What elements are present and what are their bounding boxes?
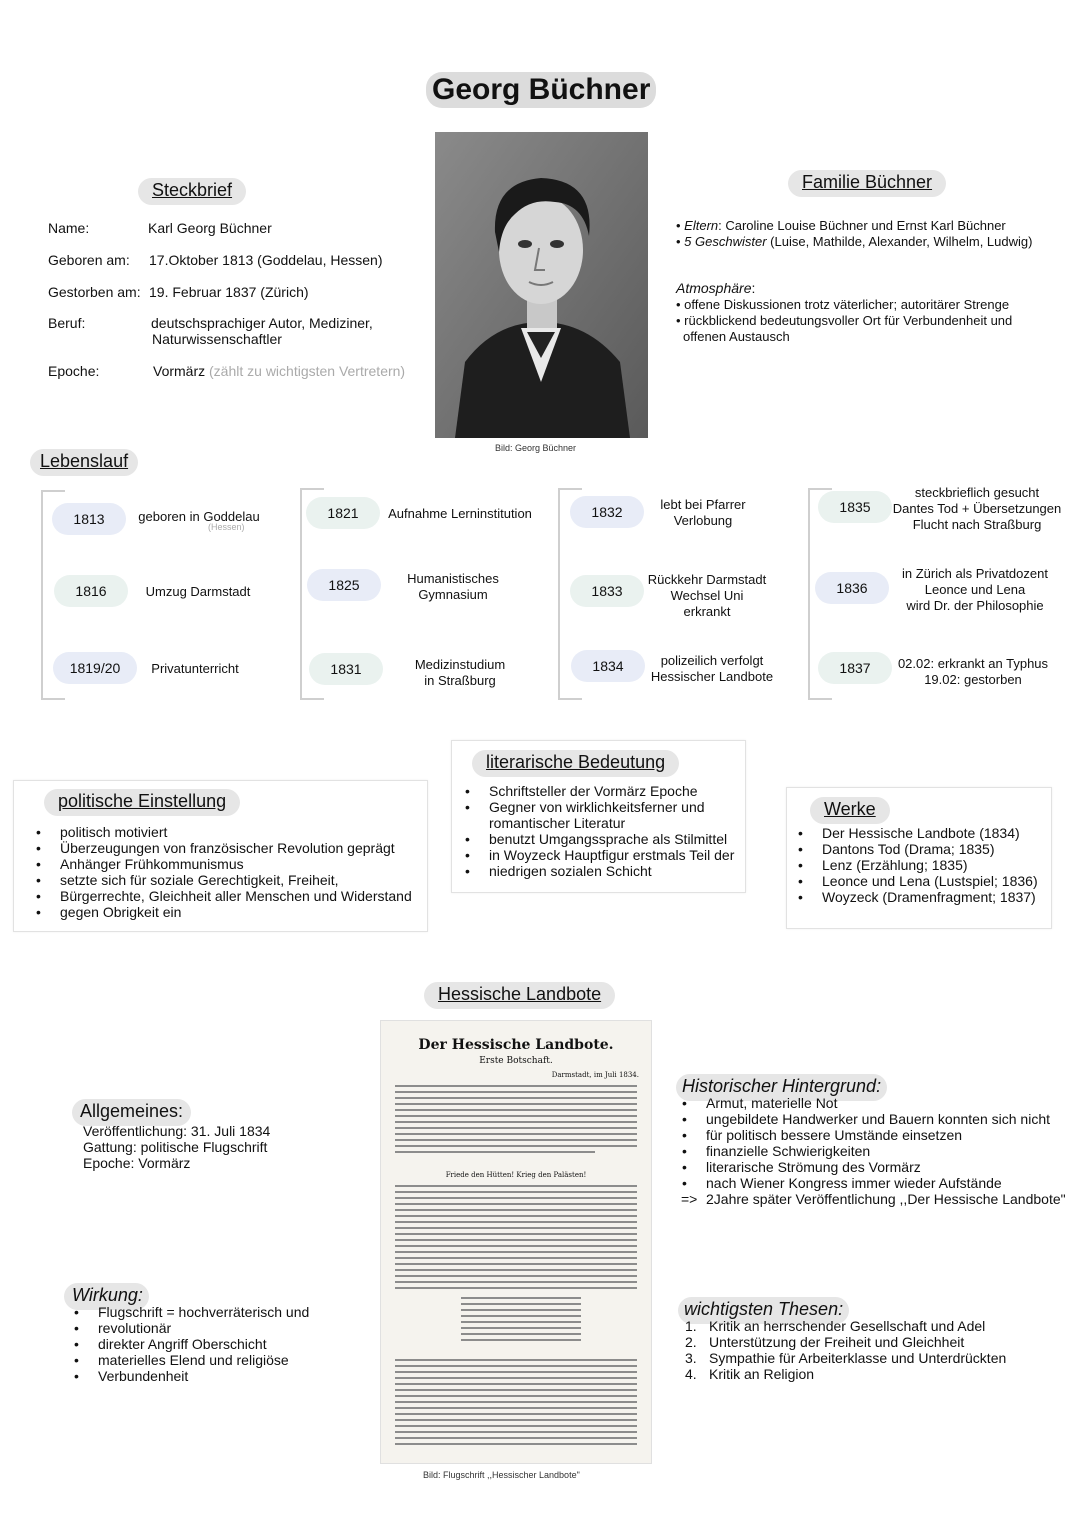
these-item	[685, 1318, 1065, 1334]
atmo-heading: Atmosphäre:	[676, 280, 756, 296]
these-text: Kritik an Religion	[709, 1366, 815, 1382]
event-1836-line3: wird Dr. der Philosophie	[906, 598, 1044, 613]
atmo-text-2: rückblickend bedeutungsvoller Ort für Verbundenheit und	[684, 313, 1013, 328]
epoch-label: Epoche:	[48, 363, 100, 379]
atmo-text-1: offene Diskussionen trotz väterlicher; autoritärer Strenge	[684, 297, 1010, 312]
literarisch-item: • niedrigen sozialen Schicht	[463, 863, 753, 879]
familie-eltern: • Eltern: Caroline Louise Büchner und Ernst Karl Büchner	[676, 218, 1006, 233]
epoch-name: Vormärz	[153, 363, 206, 379]
eltern-label: Eltern	[684, 218, 719, 233]
these-number: 1.	[685, 1318, 697, 1334]
event-1833-line2: Wechsel Uni	[670, 588, 744, 603]
event-1836	[886, 566, 1064, 614]
event-1836-line1: in Zürich als Privatdozent	[902, 566, 1048, 581]
these-item	[685, 1366, 1065, 1382]
landbote-caption: Bild: Flugschrift ,,Hessischer Landbote"	[423, 1470, 580, 1480]
thesen-list	[685, 1318, 1065, 1382]
historisch-item: • Armut, materielle Not	[680, 1095, 1070, 1111]
familie-heading: Familie Büchner	[788, 170, 946, 197]
historisch-heading: Historischer Hintergrund:	[676, 1074, 887, 1101]
literarisch-item: • Schriftsteller der Vormärz Epoche	[463, 783, 753, 799]
year-1825: 1825	[307, 569, 381, 601]
event-1813: geboren in Goddelau	[138, 509, 260, 524]
politisch-item: • Überzeugungen von französischer Revolution geprägt	[34, 840, 434, 856]
event-1831-line1: Medizinstudium	[414, 657, 506, 672]
werk-item: • Woyzeck (Dramenfragment; 1837)	[796, 889, 1046, 905]
epoch-note: (zählt zu wichtigsten Vertretern)	[209, 363, 406, 379]
event-1825-line2: Gymnasium	[418, 587, 488, 602]
literarisch-item: romantischer Literatur	[489, 815, 626, 831]
portrait-caption: Bild: Georg Büchner	[495, 443, 577, 453]
historisch-item: • ungebildete Handwerker und Bauern konnten sich nicht	[680, 1111, 1070, 1127]
werk-item: • Lenz (Erzählung; 1835)	[796, 857, 1046, 873]
geschwister-label: 5 Geschwister	[684, 234, 767, 249]
literarisch-item: • in Woyzeck Hauptfigur erstmals Teil der	[463, 847, 753, 863]
event-1837-line1: 02.02: erkrankt an Typhus	[897, 656, 1049, 671]
job-value-2: Naturwissenschaftler	[152, 331, 282, 347]
paper-title: Der Hessische Landbote.	[418, 1037, 614, 1053]
historisch-list	[680, 1095, 1070, 1191]
wirkung-list	[72, 1304, 352, 1384]
year-1813: 1813	[52, 503, 126, 535]
paper-text-lines	[381, 1021, 651, 1463]
year-1832: 1832	[570, 496, 644, 528]
event-1834-line2: Hessischer Landbote	[650, 669, 774, 684]
thesen-heading: wichtigsten Thesen:	[678, 1297, 849, 1324]
event-1837-line2: 19.02: gestorben	[924, 672, 1022, 687]
event-1831	[400, 657, 520, 689]
literarisch-item: • benutzt Umgangssprache als Stilmittel	[463, 831, 753, 847]
historisch-item-cont: • für politisch bessere Umstände einsetzen	[680, 1127, 1070, 1143]
year-1816: 1816	[54, 575, 128, 607]
portrait-drawing	[435, 132, 648, 438]
atmo-item-2: • rückblickend bedeutungsvoller Ort für Verbundenheit und	[676, 313, 1013, 328]
werk-item: • Der Hessische Landbote (1834)	[796, 825, 1046, 841]
wirkung-item-cont: • Verbundenheit	[72, 1368, 352, 1384]
eltern-text: : Caroline Louise Büchner und Ernst Karl Büchner	[718, 218, 1006, 233]
year-1821: 1821	[306, 497, 380, 529]
werk-item: • Dantons Tod (Drama; 1835)	[796, 841, 1046, 857]
wirkung-item: • direkter Angriff Oberschicht	[72, 1336, 352, 1352]
died-label: Gestorben am:	[48, 284, 141, 300]
wirkung-heading: Wirkung:	[64, 1283, 149, 1310]
politisch-list	[34, 824, 434, 920]
steckbrief-heading: Steckbrief	[138, 178, 246, 205]
atmo-item-3: offenen Austausch	[683, 329, 790, 344]
event-1821: Aufnahme Lerninstitution	[388, 506, 532, 521]
event-1834	[645, 653, 779, 685]
atmo-item-1: • offene Diskussionen trotz väterlicher; autoritärer Strenge	[676, 297, 1010, 312]
historisch-arrow: =>	[681, 1191, 698, 1207]
event-1832-line1: lebt bei Pfarrer	[660, 497, 746, 512]
literarisch-item: • Gegner von wirklichkeitsferner und	[463, 799, 753, 815]
historisch-item: • literarische Strömung des Vormärz	[680, 1159, 1070, 1175]
born-value: 17.Oktober 1813 (Goddelau, Hessen)	[149, 252, 383, 268]
landbote-image	[380, 1020, 652, 1464]
these-text: Unterstützung der Freiheit und Gleichheit	[709, 1334, 965, 1350]
paper-subtitle: Erste Botschaft.	[479, 1056, 553, 1066]
event-1832	[640, 497, 766, 529]
year-1819: 1819/20	[53, 652, 137, 684]
geschwister-text: (Luise, Mathilde, Alexander, Wilhelm, Ludwig)	[766, 234, 1033, 249]
allgemeines-epoch: Epoche: Vormärz	[83, 1155, 191, 1171]
politisch-heading: politische Einstellung	[44, 789, 240, 816]
these-item	[685, 1334, 1065, 1350]
wirkung-item-cont: • revolutionär	[72, 1320, 352, 1336]
event-1835	[888, 485, 1066, 533]
lebenslauf-heading: Lebenslauf	[30, 449, 138, 476]
wirkung-heading-text: Wirkung	[72, 1285, 138, 1305]
wirkung-item: • materielles Elend und religiöse	[72, 1352, 352, 1368]
event-1816: Umzug Darmstadt	[145, 584, 251, 599]
these-item	[685, 1350, 1065, 1366]
event-1833	[642, 572, 772, 620]
historisch-item: • nach Wiener Kongress immer wieder Aufstände	[680, 1175, 1070, 1191]
year-1837: 1837	[818, 652, 892, 684]
these-text: Kritik an herrschender Gesellschaft und Adel	[709, 1318, 986, 1334]
event-1836-line2: Leonce und Lena	[924, 582, 1026, 597]
event-1825	[390, 571, 516, 603]
these-number: 2.	[685, 1334, 697, 1350]
died-value: 19. Februar 1837 (Zürich)	[149, 284, 309, 300]
year-1836: 1836	[815, 572, 889, 604]
event-1833-line1: Rückkehr Darmstadt	[647, 572, 767, 587]
literarisch-list	[463, 783, 753, 879]
paper-date: Darmstadt, im Juli 1834.	[551, 1071, 639, 1079]
event-1832-line2: Verlobung	[673, 513, 733, 528]
job-label: Beruf:	[48, 315, 86, 331]
werke-heading: Werke	[810, 797, 890, 824]
werke-list	[796, 825, 1046, 905]
allgemeines-genre: Gattung: politische Flugschrift	[83, 1139, 268, 1155]
allgemeines-heading: Allgemeines:	[72, 1099, 191, 1126]
politisch-item: • Anhänger Frühkommunismus	[34, 856, 434, 872]
atmo-label: Atmosphäre	[676, 280, 752, 296]
these-number: 4.	[685, 1366, 697, 1382]
year-1835: 1835	[818, 491, 892, 523]
portrait-image	[435, 132, 648, 438]
allgemeines-date: Veröffentlichung: 31. Juli 1834	[83, 1123, 271, 1139]
these-number: 3.	[685, 1350, 697, 1366]
these-text: Sympathie für Arbeiterklasse und Unterdrückten	[709, 1350, 1007, 1366]
politisch-item-cont: • Bürgerrechte, Gleichheit aller Menschen und Widerstand	[34, 888, 434, 904]
politisch-item: • politisch motiviert	[34, 824, 434, 840]
werk-item: • Leonce und Lena (Lustspiel; 1836)	[796, 873, 1046, 889]
job-value: deutschsprachiger Autor, Mediziner,	[151, 315, 373, 331]
event-1833-line3: erkrankt	[683, 604, 731, 619]
year-1831: 1831	[309, 653, 383, 685]
epoch-value	[153, 363, 405, 379]
landbote-heading: Hessische Landbote	[424, 982, 615, 1009]
event-1831-line2: in Straßburg	[424, 673, 496, 688]
historisch-conclusion: 2Jahre später Veröffentlichung ,,Der Hessische Landbote"	[706, 1191, 1066, 1207]
politisch-item-cont: • gegen Obrigkeit ein	[34, 904, 434, 920]
event-1835-line2: Dantes Tod + Übersetzungen	[892, 501, 1062, 516]
event-1835-line1: steckbrieflich gesucht	[914, 485, 1040, 500]
born-label: Geboren am:	[48, 252, 130, 268]
event-1825-line1: Humanistisches	[407, 571, 499, 586]
politisch-item: • setzte sich für soziale Gerechtigkeit, Freiheit,	[34, 872, 434, 888]
event-1813-sub: (Hessen)	[208, 522, 245, 532]
historisch-item: • finanzielle Schwierigkeiten	[680, 1143, 1070, 1159]
event-1837	[888, 656, 1058, 688]
event-1834-line1: polizeilich verfolgt	[660, 653, 764, 668]
year-1834: 1834	[571, 650, 645, 682]
name-label: Name:	[48, 220, 90, 236]
year-1833: 1833	[570, 575, 644, 607]
literarisch-heading: literarische Bedeutung	[472, 750, 679, 777]
name-value: Karl Georg Büchner	[148, 220, 272, 236]
wirkung-item: • Flugschrift = hochverräterisch und	[72, 1304, 352, 1320]
event-1819: Privatunterricht	[151, 661, 239, 676]
paper-motto: Friede den Hütten! Krieg den Palästen!	[445, 1171, 587, 1179]
event-1835-line3: Flucht nach Straßburg	[912, 517, 1042, 532]
familie-geschwister: • 5 Geschwister (Luise, Mathilde, Alexander, Wilhelm, Ludwig)	[676, 234, 1033, 249]
page-title: Georg Büchner	[426, 72, 656, 108]
